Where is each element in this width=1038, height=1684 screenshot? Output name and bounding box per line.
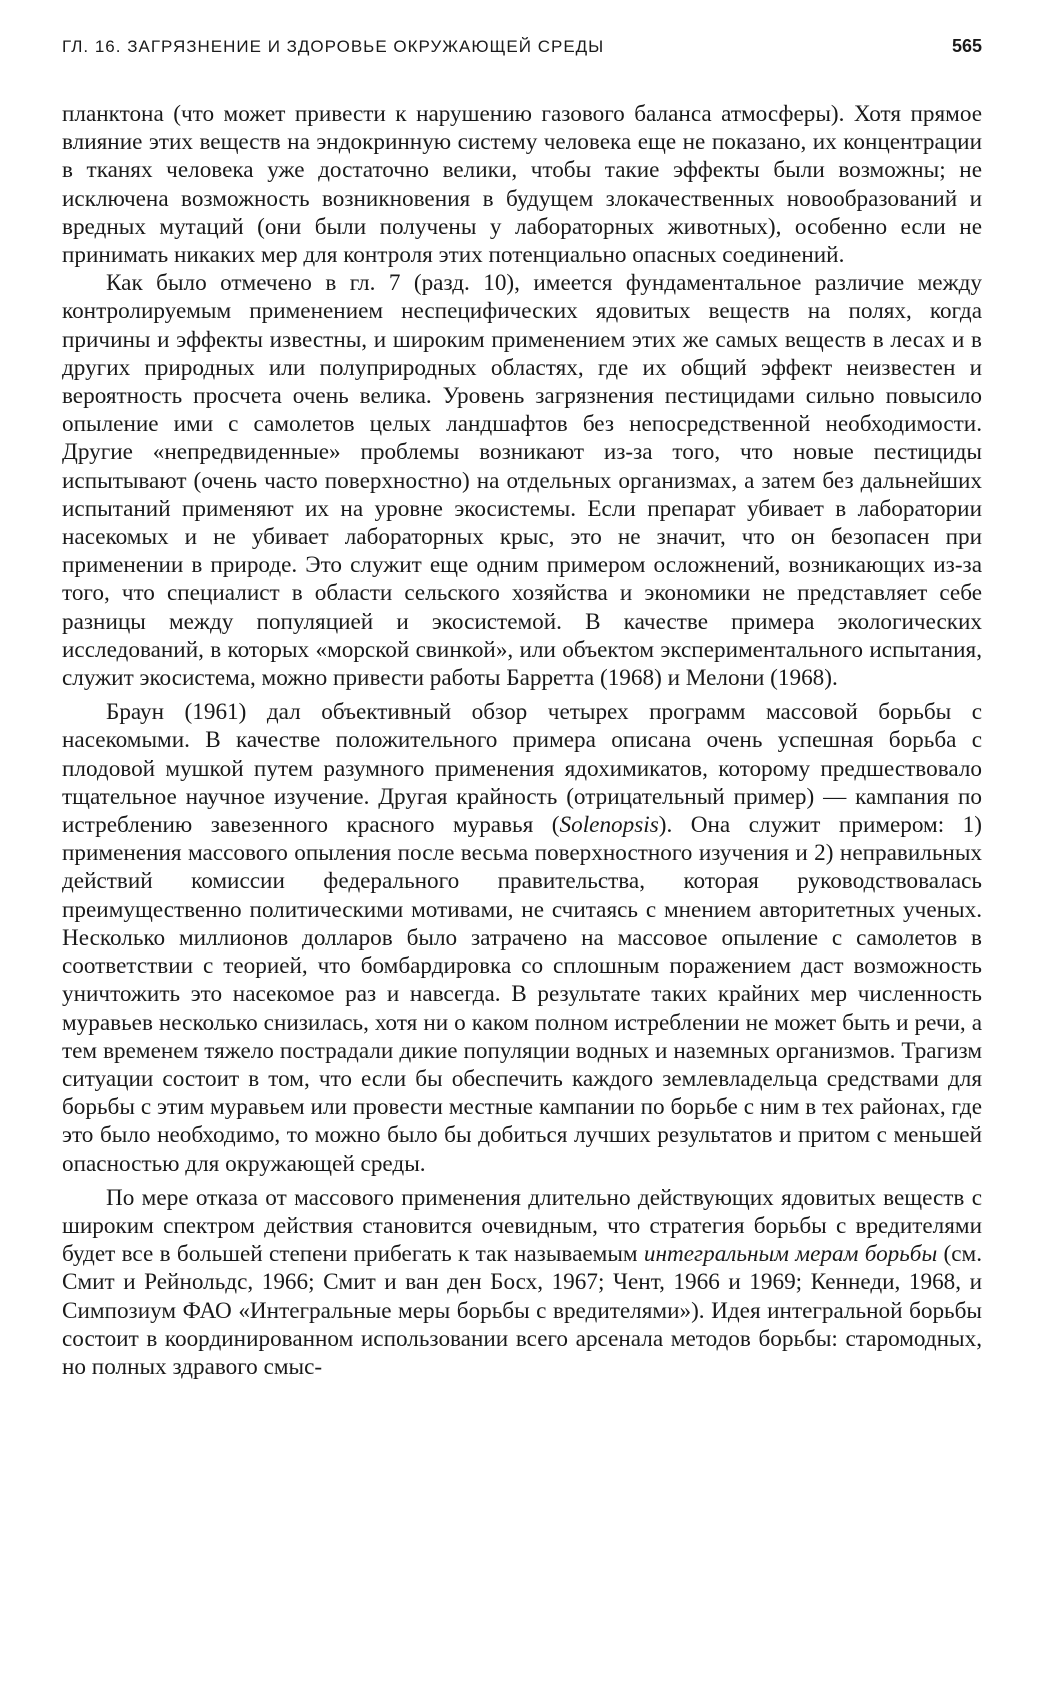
paragraph-3	[62, 698, 982, 1177]
paragraph-1: планктона (что может привести к нарушению газового баланса атмосферы). Хотя прямое влияние этих веществ на эндокринную систему человека еще не показано, их концентрации в тканях человека уже достаточно велики, чтобы такие эффекты были возможны; не исключена возможность возникновения в будущем злокачественных новообразований и вредных мутаций (они были получены у лабораторных животных), особенно если не принимать никаких мер для контроля этих потенциально опасных соединений.	[62, 101, 982, 269]
paragraph-2: Как было отмечено в гл. 7 (разд. 10), имеется фундаментальное различие между контролируемым применением неспецифических ядовитых веществ на полях, когда причины и эффекты известны, и широким применением этих же самых веществ в лесах и в других природных или полуприродных областях, где их общий эффект неизвестен и вероятность просчета очень велика. Уровень загрязнения пестицидами сильно повысило опыление ими с самолетов целых ландшафтов без непосредственной необходимости. Другие «непредвиденные» проблемы возникают из-за того, что новые пестициды испытывают (очень часто поверхностно) на отдельных организмах, а затем без дальнейших испытаний применяют их на уровне экосистемы. Если препарат убивает в лаборатории насекомых и не убивает лабораторных крыс, это не значит, что он безопасен при применении в природе. Это служит еще одним примером осложнений, возникающих из-за того, что специалист в области сельского хозяйства и экономики не представляет себе разницы между популяцией и экосистемой. В качестве примера экологических исследований, в которых «морской свинкой», или объектом экспериментального испытания, служит экосистема, можно привести работы Барретта (1968) и Мелони (1968).	[62, 270, 982, 692]
paragraph-3-text-b: ). Она служит примером: 1) применения массового опыления после весьма поверхностного изучения и 2) неправильных действий комиссии федерального правительства, которая руководствовалась преимущественно политическими мотивами, не считаясь с мнением авторитетных ученых. Несколько миллионов долларов было затрачено на массовое опыление с самолетов в соответствии с теорией, что бомбардировка со сплошным поражением даст возможность уничтожить это насекомое раз и навсегда. В результате таких крайних мер численность муравьев несколько снизилась, хотя ни о каком полном истреблении не может быть и речи, а тем временем тяжело пострадали дикие популяции водных и наземных организмов. Трагизм ситуации состоит в том, что если бы обеспечить каждого землевладельца средствами для борьбы с этим муравьем или провести местные кампании по борьбе с ним в тех районах, где это было необходимо, то можно было бы добиться лучших результатов и притом с меньшей опасностью для окружающей среды.	[62, 812, 982, 1177]
book-page	[62, 36, 982, 1381]
paragraph-3-italic-term: Solenopsis	[559, 812, 659, 839]
running-head	[62, 36, 982, 76]
paragraph-3-text-a: Браун (1961) дал объективный обзор четырех программ массовой борьбы с насекомыми. В качестве положительного примера описана очень успешная борьба с плодовой мушкой путем разумного применения ядохимикатов, которому предшествовало тщательное научное изучение. Другая крайность (отрицательный пример) — кампания по истреблению завезенного красного муравья (	[62, 699, 982, 839]
paragraph-4	[62, 1184, 982, 1381]
body-text	[62, 100, 982, 1381]
paragraph-4-text-a: По мере отказа от массового применения длительно действующих ядовитых веществ с широким спектром действия становится очевидным, что стратегия борьбы с вредителями будет все в большей степени прибегать к так называемым	[62, 1184, 982, 1268]
paragraph-4-italic-term: интегральным мерам борьбы	[643, 1241, 938, 1268]
page-number: 565	[951, 36, 982, 56]
running-title: ГЛ. 16. ЗАГРЯЗНЕНИЕ И ЗДОРОВЬЕ ОКРУЖАЮЩЕЙ СРЕДЫ	[62, 37, 605, 56]
paragraph-4-text-b: (см. Смит и Рейнольдс, 1966; Смит и ван ден Босх, 1967; Чент, 1966 и 1969; Кеннеди, 1968, и Симпозиум ФАО «Интегральные меры борьбы с вредителями»). Идея интегральной борьбы состоит в координированном использовании всего арсенала методов борьбы: старомодных, но полных здравого смыс-	[62, 1241, 983, 1380]
